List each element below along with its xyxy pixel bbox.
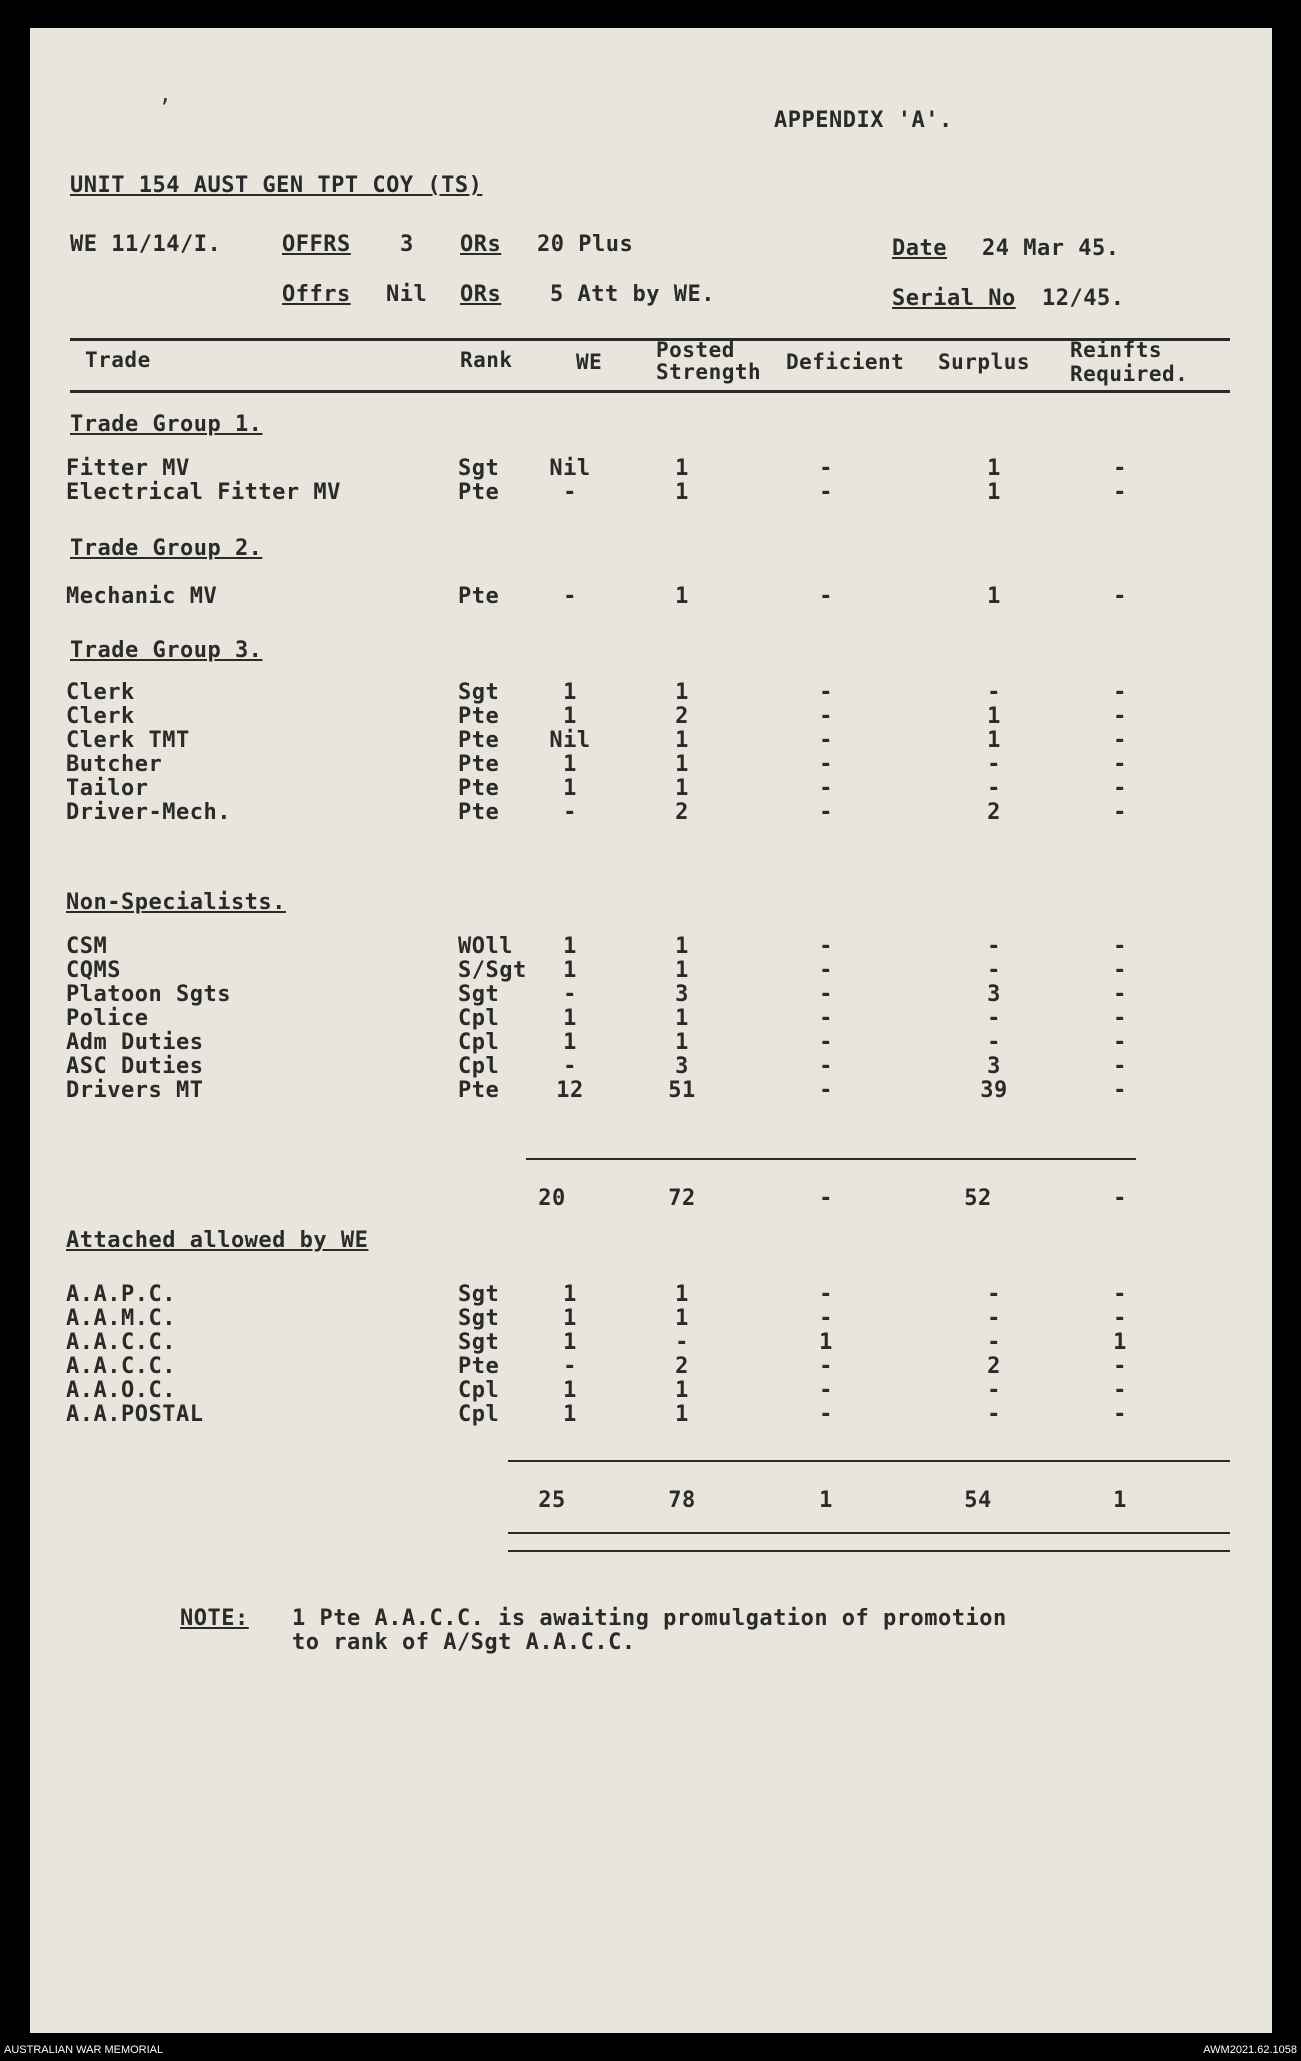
row-trade: A.A.O.C. (66, 1378, 176, 1403)
group-heading-5: Attached allowed by WE (66, 1228, 369, 1253)
row-we: 1 (563, 934, 577, 959)
row-deficient: - (819, 1402, 833, 1427)
row-deficient: - (819, 1078, 833, 1103)
row-we: 1 (563, 704, 577, 729)
row-posted: 3 (675, 982, 689, 1007)
row-surplus: - (987, 934, 1001, 959)
row-reinfts: - (1113, 958, 1127, 983)
row-rank: Pte (458, 584, 500, 609)
subtotal-deficient: - (819, 1186, 833, 1211)
row-rank: WOll (458, 934, 513, 959)
row-reinfts: - (1113, 1354, 1127, 1379)
row-trade: A.A.POSTAL (66, 1402, 204, 1427)
row-reinfts: - (1113, 1282, 1127, 1307)
row-trade: Drivers MT (66, 1078, 204, 1103)
row-rank: Cpl (458, 1006, 500, 1031)
row-rank: Sgt (458, 680, 500, 705)
row-we: 12 (556, 1078, 584, 1103)
serial-value: 12/45. (1042, 286, 1125, 311)
row-we: - (563, 982, 577, 1007)
header-rule-top (70, 338, 1230, 341)
row-posted: 1 (675, 1402, 689, 1427)
row-we: - (563, 584, 577, 609)
col-reinfts: Reinfts (1070, 338, 1163, 362)
row-rank: Pte (458, 728, 500, 753)
document-page (30, 28, 1272, 2033)
row-posted: 1 (675, 934, 689, 959)
subtotal-surplus: 52 (964, 1186, 992, 1211)
total-deficient: 1 (819, 1488, 833, 1513)
row-posted: 1 (675, 584, 689, 609)
row-deficient: - (819, 1378, 833, 1403)
ors-value: 20 Plus (537, 232, 634, 257)
row-deficient: - (819, 982, 833, 1007)
row-deficient: - (819, 728, 833, 753)
col-posted: Posted (656, 338, 735, 362)
row-surplus: - (987, 1378, 1001, 1403)
row-trade: A.A.M.C. (66, 1306, 176, 1331)
we-reference: WE 11/14/I. (70, 232, 222, 257)
row-surplus: - (987, 752, 1001, 777)
col-rank: Rank (460, 348, 513, 372)
row-rank: Sgt (458, 1282, 500, 1307)
row-trade: Mechanic MV (66, 584, 218, 609)
row-reinfts: - (1113, 934, 1127, 959)
row-reinfts: - (1113, 1378, 1127, 1403)
row-trade: ASC Duties (66, 1054, 204, 1079)
row-trade: A.A.C.C. (66, 1354, 176, 1379)
row-trade: Electrical Fitter MV (66, 480, 341, 505)
row-deficient: - (819, 1006, 833, 1031)
row-trade: Platoon Sgts (66, 982, 231, 1007)
row-trade: Clerk (66, 680, 135, 705)
ors-label: ORs (460, 232, 502, 257)
serial-label: Serial No (892, 286, 1016, 311)
row-reinfts: - (1113, 982, 1127, 1007)
row-we: 1 (563, 1006, 577, 1031)
row-deficient: - (819, 1054, 833, 1079)
note-line-1: 1 Pte A.A.C.C. is awaiting promulgation of promotion (292, 1606, 1007, 1631)
row-deficient: - (819, 958, 833, 983)
row-surplus: - (987, 776, 1001, 801)
row-rank: S/Sgt (458, 958, 527, 983)
row-posted: 3 (675, 1054, 689, 1079)
row-trade: Adm Duties (66, 1030, 204, 1055)
total-posted: 78 (668, 1488, 696, 1513)
row-we: 1 (563, 776, 577, 801)
row-rank: Pte (458, 752, 500, 777)
row-reinfts: - (1113, 1306, 1127, 1331)
row-surplus: 1 (987, 480, 1001, 505)
total-rule-double-2 (508, 1550, 1230, 1552)
row-we: 1 (563, 1030, 577, 1055)
row-we: 1 (563, 1402, 577, 1427)
row-posted: 1 (675, 680, 689, 705)
row-we: 1 (563, 1306, 577, 1331)
row-reinfts: - (1113, 480, 1127, 505)
group-heading-4: Non-Specialists. (66, 890, 286, 915)
row-deficient: - (819, 1030, 833, 1055)
row-rank: Pte (458, 776, 500, 801)
row-surplus: - (987, 1330, 1001, 1355)
offrs2-label: Offrs (282, 282, 351, 307)
footer-bar (0, 2039, 1301, 2061)
col-we: WE (576, 350, 603, 374)
row-posted: 1 (675, 776, 689, 801)
row-trade: Police (66, 1006, 149, 1031)
total-reinfts: 1 (1113, 1488, 1127, 1513)
row-reinfts: - (1113, 1078, 1127, 1103)
note-label: NOTE: (180, 1606, 249, 1631)
col-trade: Trade (85, 348, 151, 372)
row-posted: 1 (675, 480, 689, 505)
row-rank: Cpl (458, 1030, 500, 1055)
ors2-value: 5 Att by WE. (550, 282, 715, 307)
row-rank: Pte (458, 1354, 500, 1379)
row-rank: Pte (458, 480, 500, 505)
row-trade: Driver-Mech. (66, 800, 231, 825)
group-heading-2: Trade Group 2. (70, 536, 263, 561)
row-reinfts: - (1113, 584, 1127, 609)
row-posted: 1 (675, 752, 689, 777)
row-reinfts: - (1113, 1402, 1127, 1427)
row-deficient: - (819, 456, 833, 481)
row-posted: 1 (675, 1006, 689, 1031)
row-posted: 2 (675, 800, 689, 825)
row-rank: Pte (458, 1078, 500, 1103)
row-reinfts: - (1113, 1054, 1127, 1079)
row-surplus: 1 (987, 704, 1001, 729)
row-rank: Pte (458, 800, 500, 825)
subtotal-we: 20 (538, 1186, 566, 1211)
row-we: Nil (549, 456, 591, 481)
footer-reference: AWM2021.62.1058 (1203, 2044, 1297, 2056)
row-rank: Cpl (458, 1378, 500, 1403)
total-we: 25 (538, 1488, 566, 1513)
ors2-label: ORs (460, 282, 502, 307)
row-posted: 1 (675, 1306, 689, 1331)
row-deficient: - (819, 1306, 833, 1331)
row-posted: - (675, 1330, 689, 1355)
row-reinfts: - (1113, 800, 1127, 825)
row-reinfts: - (1113, 776, 1127, 801)
row-deficient: - (819, 1354, 833, 1379)
row-we: - (563, 1054, 577, 1079)
row-deficient: - (819, 776, 833, 801)
row-surplus: 2 (987, 1354, 1001, 1379)
row-surplus: - (987, 1282, 1001, 1307)
ink-mark: ʼ (158, 96, 172, 121)
row-surplus: - (987, 1402, 1001, 1427)
row-surplus: - (987, 958, 1001, 983)
total-surplus: 54 (964, 1488, 992, 1513)
row-we: - (563, 480, 577, 505)
offrs-value: 3 (400, 232, 414, 257)
row-deficient: - (819, 934, 833, 959)
row-posted: 2 (675, 704, 689, 729)
row-deficient: - (819, 480, 833, 505)
row-surplus: - (987, 1006, 1001, 1031)
row-trade: CQMS (66, 958, 121, 983)
row-we: 1 (563, 680, 577, 705)
row-reinfts: - (1113, 704, 1127, 729)
subtotal-posted: 72 (668, 1186, 696, 1211)
row-rank: Sgt (458, 456, 500, 481)
row-deficient: - (819, 752, 833, 777)
row-deficient: - (819, 1282, 833, 1307)
col-surplus: Surplus (938, 350, 1031, 374)
row-we: 1 (563, 1330, 577, 1355)
row-posted: 1 (675, 1282, 689, 1307)
row-deficient: 1 (819, 1330, 833, 1355)
row-reinfts: - (1113, 728, 1127, 753)
row-we: - (563, 1354, 577, 1379)
group-heading-1: Trade Group 1. (70, 412, 263, 437)
row-trade: Fitter MV (66, 456, 190, 481)
note-line-2: to rank of A/Sgt A.A.C.C. (292, 1630, 636, 1655)
row-surplus: 39 (980, 1078, 1008, 1103)
row-deficient: - (819, 680, 833, 705)
row-trade: Clerk TMT (66, 728, 190, 753)
row-reinfts: - (1113, 1006, 1127, 1031)
row-posted: 1 (675, 958, 689, 983)
unit-title: UNIT 154 AUST GEN TPT COY (TS) (70, 173, 483, 198)
row-rank: Sgt (458, 1330, 500, 1355)
col-deficient: Deficient (786, 350, 905, 374)
row-deficient: - (819, 800, 833, 825)
row-we: 1 (563, 958, 577, 983)
total-rule-double-1 (508, 1532, 1230, 1534)
row-posted: 1 (675, 1030, 689, 1055)
footer-credit: AUSTRALIAN WAR MEMORIAL (4, 2044, 164, 2056)
row-trade: Butcher (66, 752, 163, 777)
total-rule-top (508, 1460, 1230, 1462)
date-value: 24 Mar 45. (982, 236, 1120, 261)
row-reinfts: 1 (1113, 1330, 1127, 1355)
date-label: Date (892, 236, 947, 261)
row-we: 1 (563, 1282, 577, 1307)
row-surplus: 3 (987, 982, 1001, 1007)
row-reinfts: - (1113, 752, 1127, 777)
row-rank: Sgt (458, 1306, 500, 1331)
row-surplus: 1 (987, 456, 1001, 481)
row-deficient: - (819, 584, 833, 609)
row-trade: Clerk (66, 704, 135, 729)
row-we: - (563, 800, 577, 825)
row-we: 1 (563, 752, 577, 777)
row-reinfts: - (1113, 680, 1127, 705)
appendix-title: APPENDIX 'A'. (774, 108, 953, 133)
row-surplus: 1 (987, 728, 1001, 753)
row-surplus: 2 (987, 800, 1001, 825)
row-posted: 2 (675, 1354, 689, 1379)
row-surplus: - (987, 1030, 1001, 1055)
row-posted: 1 (675, 728, 689, 753)
row-posted: 1 (675, 1378, 689, 1403)
row-rank: Pte (458, 704, 500, 729)
row-trade: CSM (66, 934, 108, 959)
col-strength: Strength (656, 360, 762, 384)
row-trade: Tailor (66, 776, 149, 801)
row-surplus: 1 (987, 584, 1001, 609)
col-required: Required. (1070, 362, 1189, 386)
row-we: Nil (549, 728, 591, 753)
row-rank: Cpl (458, 1402, 500, 1427)
row-trade: A.A.C.C. (66, 1330, 176, 1355)
row-we: 1 (563, 1378, 577, 1403)
subtotal-reinfts: - (1113, 1186, 1127, 1211)
row-rank: Sgt (458, 982, 500, 1007)
row-rank: Cpl (458, 1054, 500, 1079)
row-surplus: - (987, 1306, 1001, 1331)
row-posted: 51 (668, 1078, 696, 1103)
row-reinfts: - (1113, 1030, 1127, 1055)
row-reinfts: - (1113, 456, 1127, 481)
header-rule-bottom (70, 390, 1230, 393)
offrs-label: OFFRS (282, 232, 351, 257)
subtotal-rule (526, 1158, 1136, 1160)
offrs2-value: Nil (386, 282, 428, 307)
row-surplus: - (987, 680, 1001, 705)
row-surplus: 3 (987, 1054, 1001, 1079)
row-posted: 1 (675, 456, 689, 481)
row-deficient: - (819, 704, 833, 729)
group-heading-3: Trade Group 3. (70, 638, 263, 663)
row-trade: A.A.P.C. (66, 1282, 176, 1307)
